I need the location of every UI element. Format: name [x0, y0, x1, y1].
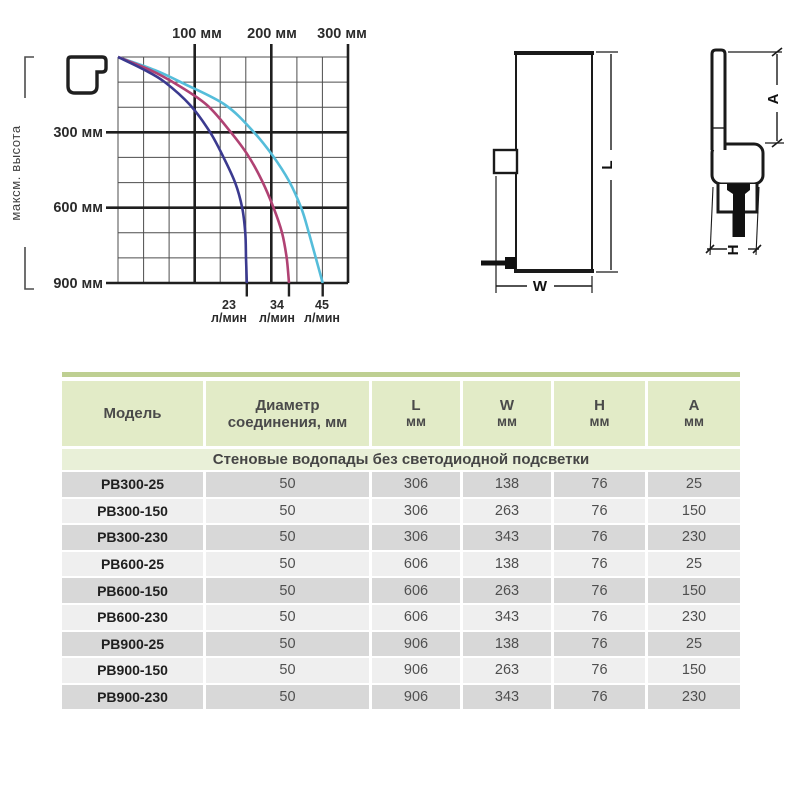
- value-cell: 138: [463, 552, 554, 577]
- value-cell: 138: [463, 472, 554, 497]
- x-tick-label-300mm: 300 мм: [317, 26, 367, 42]
- model-cell: PB900-230: [62, 685, 206, 710]
- dim-label-H: H: [725, 244, 742, 256]
- dim-label-W: W: [532, 278, 548, 295]
- header-title: A: [688, 397, 700, 414]
- spec-table: [62, 372, 740, 709]
- table-top-accent-bar: [62, 372, 740, 377]
- value-cell: 50: [206, 685, 372, 710]
- value-cell: 606: [372, 578, 463, 603]
- value-cell: 25: [648, 632, 740, 657]
- x-tick-label-100mm: 100 мм: [172, 26, 222, 42]
- value-cell: 50: [206, 632, 372, 657]
- header-sub: мм: [589, 414, 610, 429]
- header-cell-diameter: [206, 381, 372, 446]
- value-cell: 306: [372, 499, 463, 524]
- value-cell: 306: [372, 525, 463, 550]
- value-cell: 25: [648, 472, 740, 497]
- flow-curve-23: [118, 57, 247, 283]
- table-row: [62, 499, 740, 524]
- value-cell: 76: [554, 658, 648, 683]
- value-cell: 906: [372, 658, 463, 683]
- value-cell: 50: [206, 472, 372, 497]
- header-title: L: [411, 397, 421, 414]
- table-row: [62, 658, 740, 683]
- performance-chart: [8, 26, 367, 325]
- value-cell: 76: [554, 632, 648, 657]
- value-cell: 263: [463, 499, 554, 524]
- profile-view-drawing: [706, 48, 784, 255]
- header-title: Диаметр: [255, 396, 320, 414]
- value-cell: 343: [463, 605, 554, 630]
- model-cell: PB600-230: [62, 605, 206, 630]
- value-cell: 906: [372, 632, 463, 657]
- spec-figure: [0, 0, 800, 345]
- model-cell: PB900-25: [62, 632, 206, 657]
- inlet-fitting: [505, 257, 516, 269]
- dim-label-A: A: [765, 93, 782, 105]
- header-title: Модель: [103, 405, 162, 422]
- value-cell: 138: [463, 632, 554, 657]
- value-cell: 50: [206, 552, 372, 577]
- value-cell: 50: [206, 499, 372, 524]
- value-cell: 306: [372, 472, 463, 497]
- value-cell: 606: [372, 605, 463, 630]
- value-cell: 76: [554, 525, 648, 550]
- x-tick-label-200mm: 200 мм: [247, 26, 297, 42]
- value-cell: 230: [648, 525, 740, 550]
- value-cell: 50: [206, 578, 372, 603]
- value-cell: 76: [554, 472, 648, 497]
- value-cell: 263: [463, 578, 554, 603]
- body-front-outline: [516, 52, 592, 272]
- value-cell: 150: [648, 499, 740, 524]
- header-sub: мм: [406, 414, 426, 429]
- value-cell: 230: [648, 605, 740, 630]
- header-cell-H: [554, 381, 648, 446]
- y-tick-label-300mm: 300 мм: [53, 125, 103, 141]
- model-cell: PB300-230: [62, 525, 206, 550]
- header-sub: мм: [497, 414, 517, 429]
- table-header-row: [62, 381, 740, 446]
- profile-blade: [712, 50, 725, 150]
- side-connector-box: [494, 150, 517, 173]
- flow-label-45: 45: [315, 298, 329, 312]
- y-tick-label-900mm: 900 мм: [53, 276, 103, 292]
- header-cell-L: [372, 381, 463, 446]
- front-view-drawing: [481, 52, 618, 295]
- model-cell: PB600-25: [62, 552, 206, 577]
- header-title: W: [499, 397, 515, 414]
- profile-outlet-pipe: [733, 212, 746, 237]
- model-cell: PB300-25: [62, 472, 206, 497]
- value-cell: 76: [554, 605, 648, 630]
- value-cell: 76: [554, 578, 648, 603]
- header-cell-A: [648, 381, 740, 446]
- value-cell: 76: [554, 552, 648, 577]
- header-sub: мм: [684, 414, 704, 429]
- table-row: [62, 552, 740, 577]
- y-axis-title: максм. высота: [8, 125, 23, 221]
- header-cell-model: [62, 381, 206, 446]
- table-row: [62, 632, 740, 657]
- y-tick-label-600mm: 600 мм: [53, 200, 103, 216]
- h-extension-left: [710, 187, 713, 255]
- value-cell: 343: [463, 525, 554, 550]
- table-row: [62, 525, 740, 550]
- value-cell: 150: [648, 658, 740, 683]
- table-row: [62, 605, 740, 630]
- table-section-title: Стеновые водопады без светодиодной подсветки: [62, 449, 740, 470]
- axis-range-brackets: [25, 57, 34, 289]
- value-cell: 230: [648, 685, 740, 710]
- header-cell-W: [463, 381, 554, 446]
- value-cell: 343: [463, 685, 554, 710]
- spout-profile-icon: [68, 57, 106, 93]
- value-cell: 50: [206, 525, 372, 550]
- value-cell: 50: [206, 605, 372, 630]
- flow-unit-23: л/мин: [211, 311, 247, 325]
- model-cell: PB600-150: [62, 578, 206, 603]
- value-cell: 150: [648, 578, 740, 603]
- value-cell: 906: [372, 685, 463, 710]
- flow-label-34: 34: [270, 298, 284, 312]
- value-cell: 76: [554, 499, 648, 524]
- dim-label-L: L: [599, 160, 616, 170]
- value-cell: 50: [206, 658, 372, 683]
- value-cell: 606: [372, 552, 463, 577]
- header-sub: соединения, мм: [227, 413, 348, 431]
- value-cell: 76: [554, 685, 648, 710]
- model-cell: PB300-150: [62, 499, 206, 524]
- flow-label-23: 23: [222, 298, 236, 312]
- flow-unit-45: л/мин: [304, 311, 340, 325]
- table-row: [62, 578, 740, 603]
- table-row: [62, 472, 740, 497]
- value-cell: 263: [463, 658, 554, 683]
- value-cell: 25: [648, 552, 740, 577]
- header-title: H: [594, 397, 605, 414]
- model-cell: PB900-150: [62, 658, 206, 683]
- table-row: [62, 685, 740, 710]
- flow-unit-34: л/мин: [259, 311, 295, 325]
